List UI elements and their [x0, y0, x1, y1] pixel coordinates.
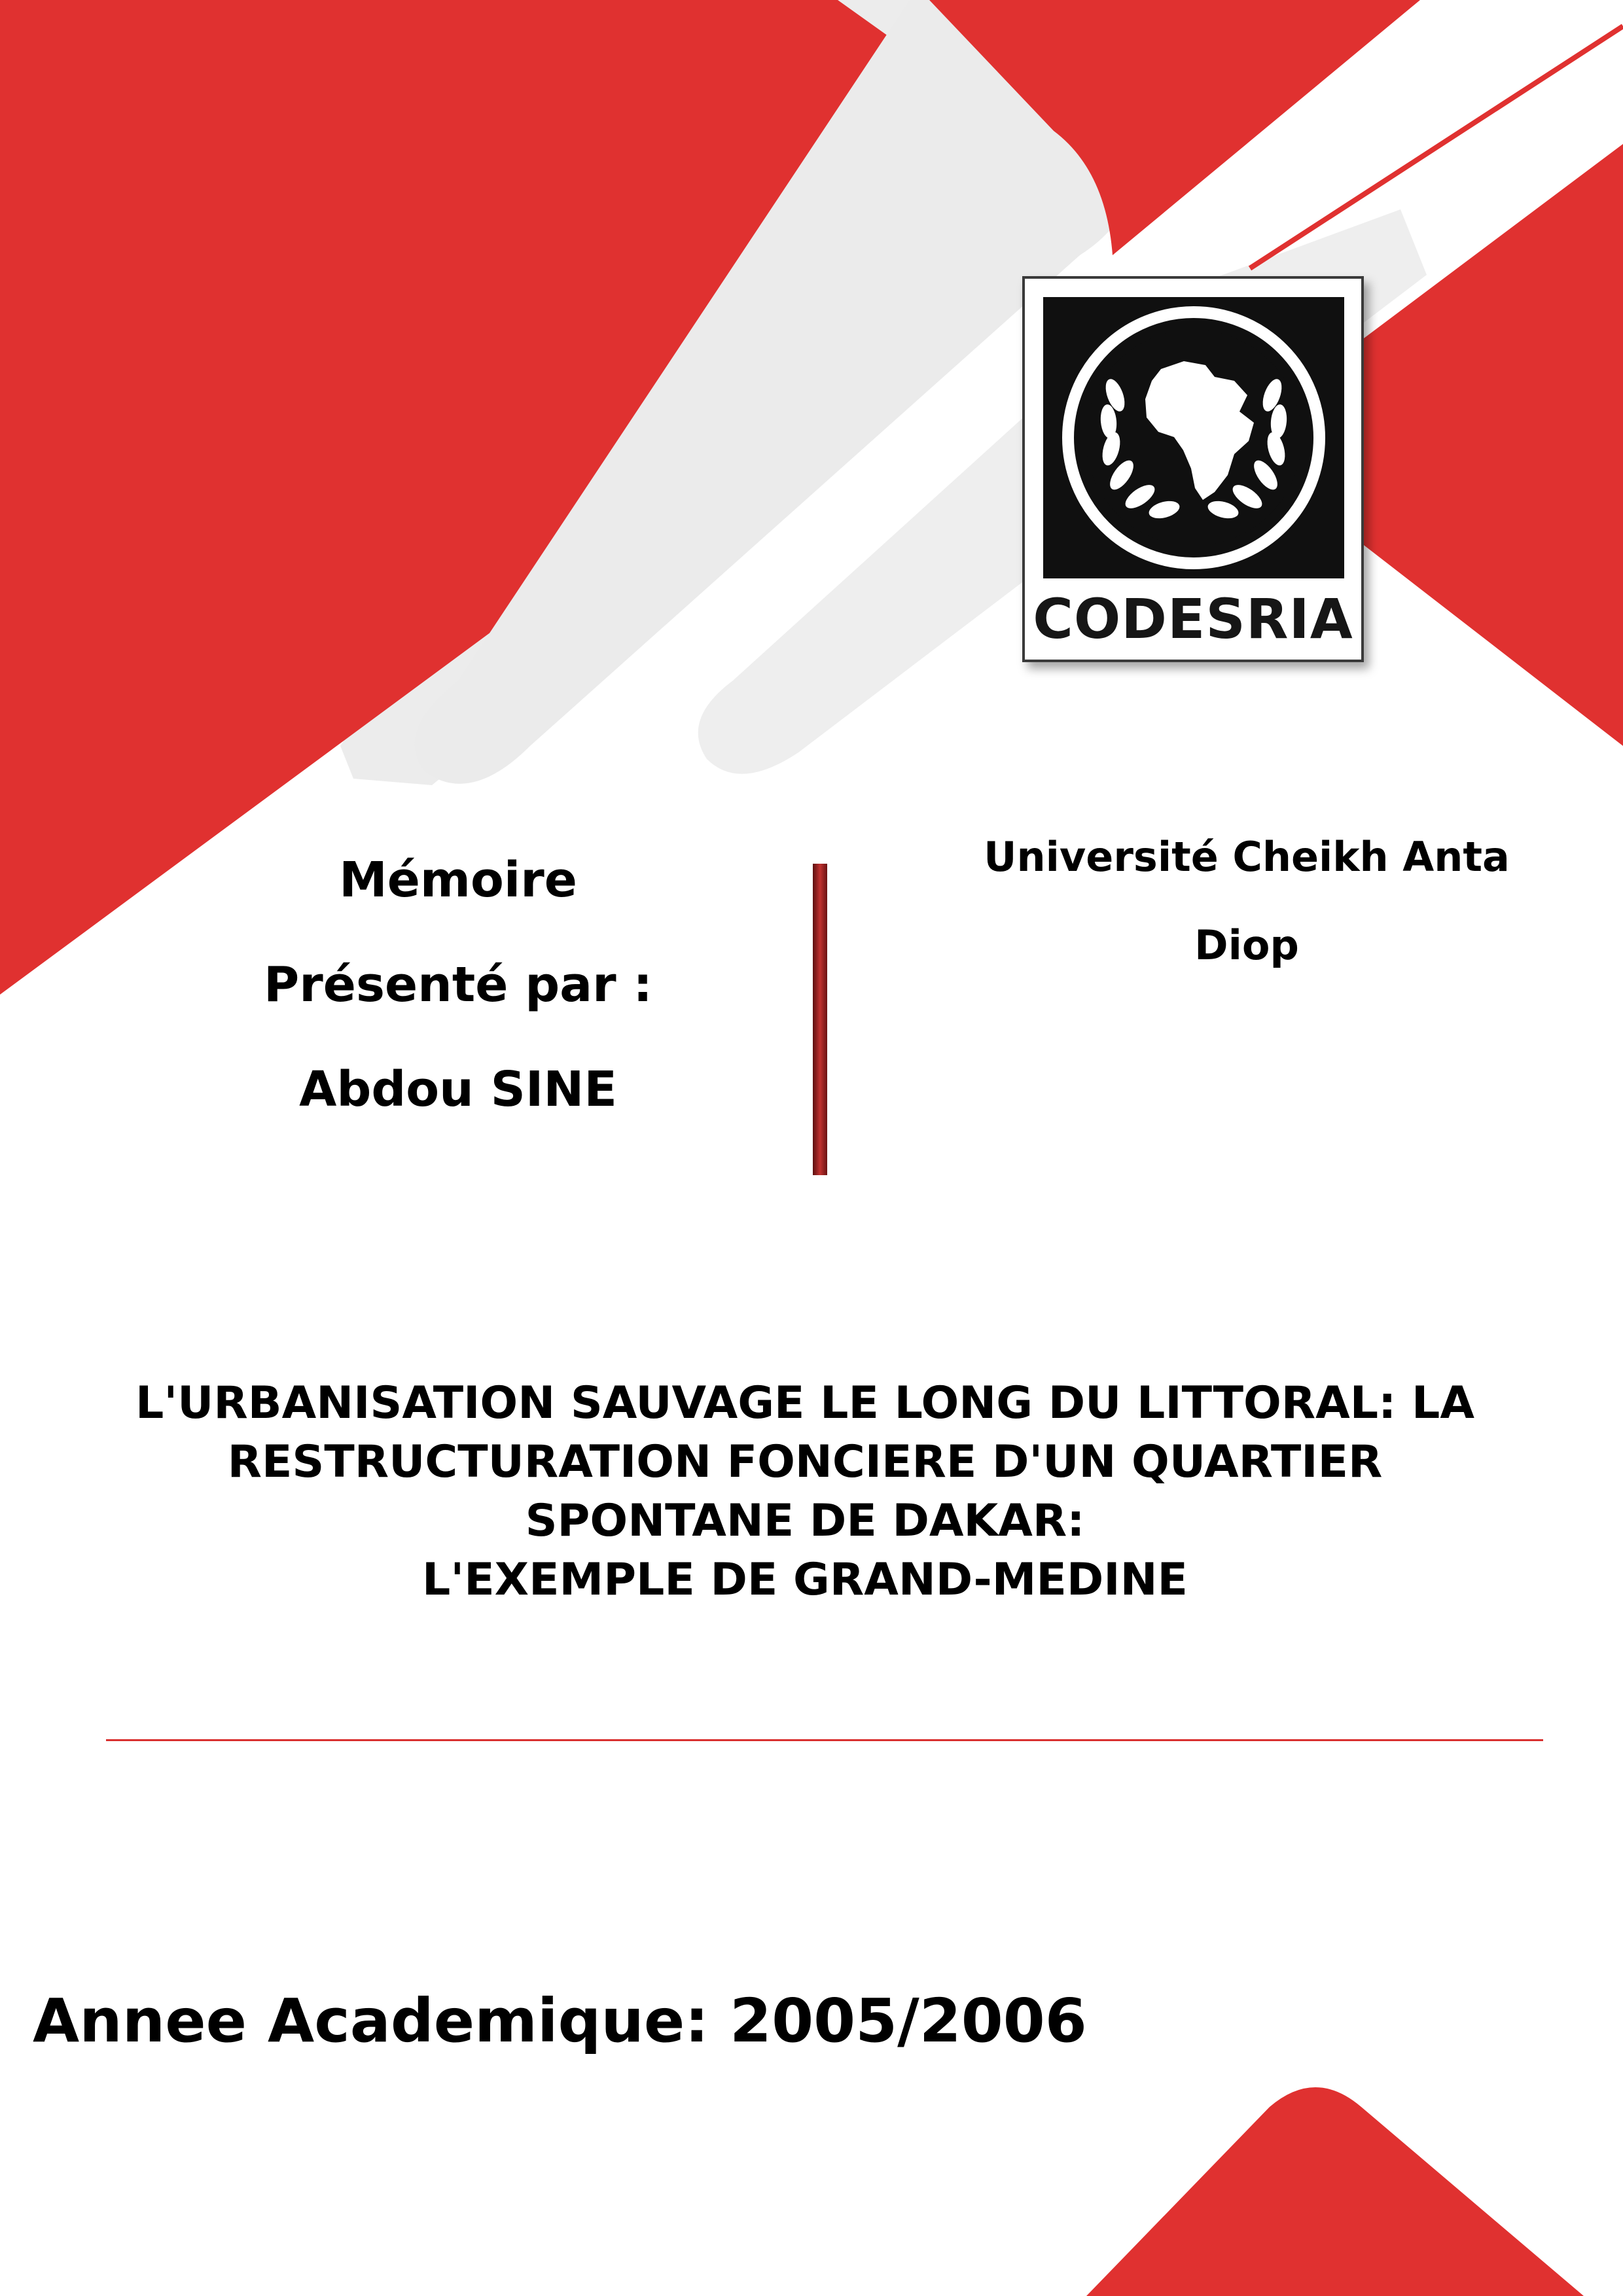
university-name-line2: Diop: [1194, 921, 1299, 969]
logo-emblem: [1043, 297, 1344, 578]
codesria-logo: [1022, 276, 1364, 662]
author-name: Abdou SINE: [299, 1061, 617, 1118]
presented-by-label: Présenté par :: [264, 957, 652, 1013]
title-line-2: RESTRUCTURATION FONCIERE D'UN QUARTIER: [227, 1436, 1383, 1488]
academic-year: Annee Academique: 2005/2006: [33, 1986, 1087, 2056]
logo-wordmark: CODESRIA: [1033, 587, 1353, 651]
thesis-title: [39, 1374, 1571, 1610]
horizontal-rule: [106, 1739, 1543, 1741]
red-corner-bottom-right: [1086, 2087, 1584, 2296]
vertical-divider: [813, 864, 827, 1175]
title-line-4: L'EXEMPLE DE GRAND-MEDINE: [422, 1554, 1188, 1606]
university-info: [936, 824, 1558, 1001]
title-line-1: L'URBANISATION SAUVAGE LE LONG DU LITTORAL: LA: [135, 1377, 1474, 1429]
thesis-info: [196, 844, 720, 1158]
title-line-3: SPONTANE DE DAKAR:: [525, 1495, 1085, 1547]
university-name-line1: Université Cheikh Anta: [984, 833, 1510, 881]
document-type: Mémoire: [339, 852, 577, 908]
